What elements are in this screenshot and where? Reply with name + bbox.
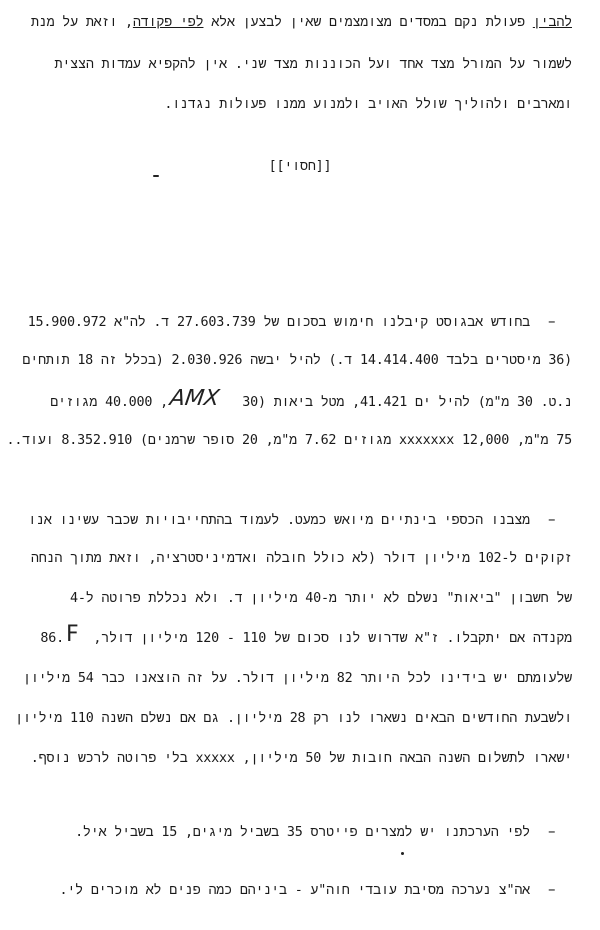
ink-dot — [401, 852, 404, 855]
top-paragraph-line-3: ומארבים ולהוליך שולל האויב ולמנוע ממנו פעולות נגדנו. — [164, 97, 572, 112]
para4-line-1: אה"צ נערכה מסיבת עובדי חוה"ע - ביניהם כמה פנים לא מוכרים לי. — [59, 883, 530, 898]
line-text-end: , וזאת על מנת — [30, 15, 133, 30]
handwritten-annotation: F — [66, 622, 79, 647]
ink-mark — [153, 175, 159, 177]
underlined-phrase: לפי פקודה — [132, 15, 204, 30]
para1-line-1: בחודש אבגוסט קיבלנו חימוש בסכום של 27.603.739 ד. לה"א 15.900.972 — [27, 315, 530, 330]
bullet-dash: – — [548, 880, 556, 898]
para2-line-3: של חשבון "ביאות" נשלם לא יותר מ-40 מיליון ד. ולא נכללת פרוטה ל-4 — [69, 591, 572, 606]
para2-line-4-number: .86 — [40, 631, 64, 646]
para2-line-6: ולשבעת החודשים הבאים נשארו לנו רק 28 מיליון. גם אם נשלם השנה 110 מיליון — [15, 711, 572, 726]
para2-line-7: ישארו לתשלום השנה הבאה חובות של 50 מיליון, xxxxx בלי פרוטה לרכש נוסף. — [30, 751, 572, 766]
top-paragraph-line-1 — [28, 14, 572, 32]
para1-line-3-end: , 40.000 מגוזים — [50, 395, 168, 410]
para1-line-2: (36 מיסטרים בלבד 14.414.400 ד.) להיל יבשה 2.030.926 (בכלל זה 18 תותחים — [22, 353, 572, 368]
para2-line-1: מצבנו הכספי בינתיים מיואש כמעט. לעמוד בהתחייבויות שכבר עשינו אנו — [28, 513, 530, 528]
bullet-dash: – — [548, 822, 556, 840]
underlined-word: להבין — [532, 15, 572, 30]
bullet-dash: – — [548, 312, 556, 330]
para3-line-1: לפי הערכתנו יש למצרים פייטרס 35 בשביל מיגים, 15 בשביל איל. — [75, 825, 530, 840]
line-text: פעולת נקם במסדים מצומצמים שאין לבצען אלא — [211, 15, 525, 30]
bullet-dash: – — [548, 510, 556, 528]
redaction-marker: [[חסוי]] — [268, 159, 332, 174]
para2-line-4: מקנדה אם יתקבלו. ז"א שדרוש לנו סכום של 110 - 120 מיליון דולר, — [93, 631, 572, 646]
top-paragraph-line-2: לשמור על המורל מצד אחד ועל הכוננות מצד שני. אין להקפיא עמדות הצצית — [54, 57, 572, 72]
para1-line-3: נ.ט. 30 מ"מ) להיל ים 41.421, מטל ביאות (30 — [242, 395, 572, 410]
para1-line-4: 75 מ"מ, 12,000 xxxxxxx מגוזים 7.62 מ"מ, 20 סופר שרמנים) 8.352.910 ועוד.. — [6, 433, 572, 448]
para2-line-5: שלעומתם יש בידינו לכל היותר 82 מיליון דולר. על זה הוצאנו כבר 54 מיליון — [22, 671, 572, 686]
handwritten-annotation: AMX — [168, 386, 221, 411]
para2-line-2: זקוקים ל-102 מיליון דולר (לא כולל חובלה ואדמיניסטרציה, וזאת מתוך הנחה — [30, 551, 572, 566]
